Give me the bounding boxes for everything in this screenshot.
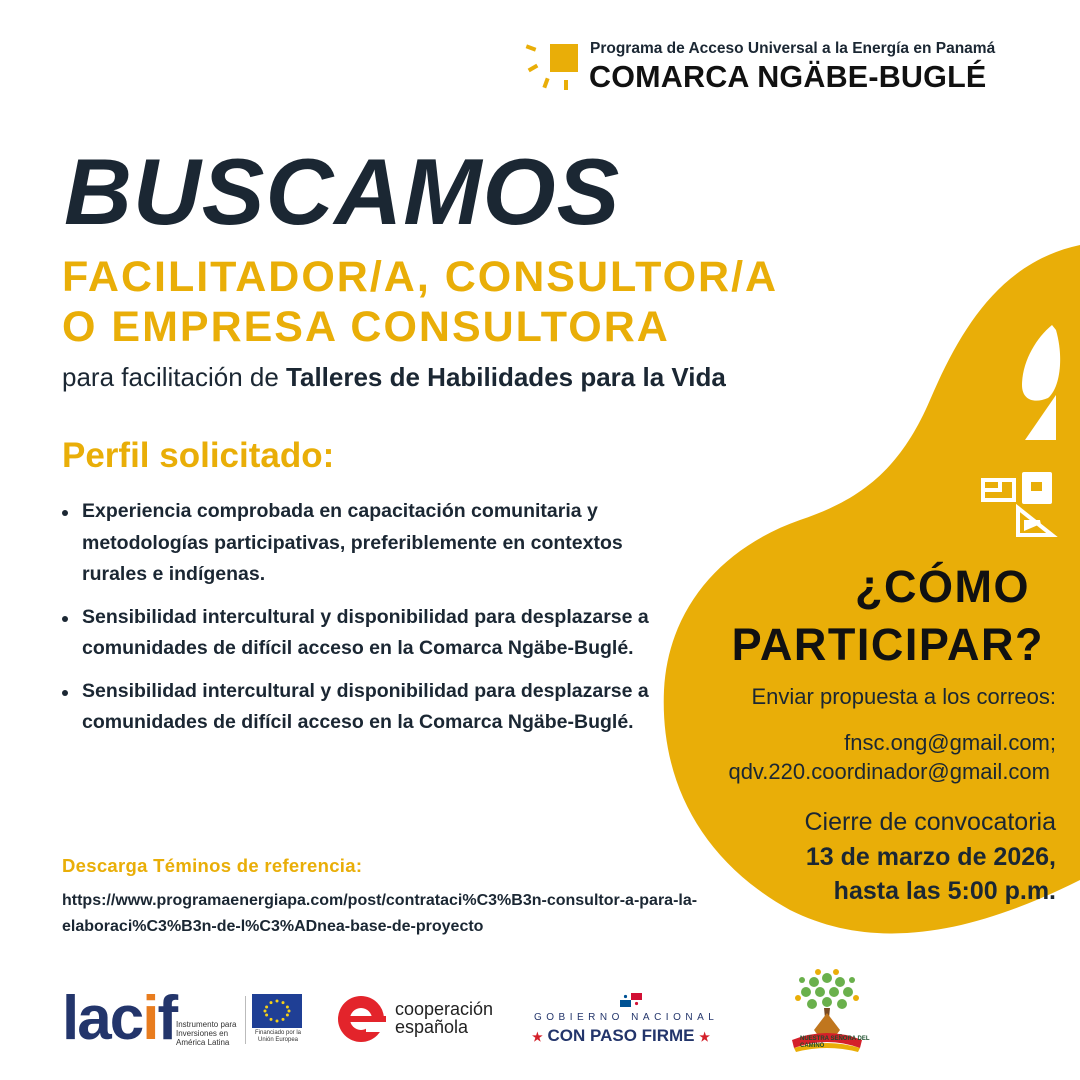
headline: BUSCAMOS <box>64 139 621 244</box>
requirement-text: Experiencia comprobada en capacitación comunitaria y metodologías participativas, preferiblemente en contextos rurales e indígenas. <box>82 500 623 585</box>
gobierno-nacional-text: GOBIERNO NACIONAL <box>534 1012 719 1023</box>
how-title-line-1: ¿CÓMO <box>855 561 1030 612</box>
star-icon: ★ <box>532 1030 543 1044</box>
bullet-icon <box>62 510 68 516</box>
lacif-subtitle: Instrumento para Inversiones en América Latina <box>176 1020 237 1047</box>
how-title-line-2: PARTICIPAR? <box>731 619 1044 670</box>
perfil-title: Perfil solicitado: <box>62 436 335 475</box>
list-item <box>62 496 662 591</box>
purpose-line <box>62 362 726 393</box>
eu-flag-icon <box>252 994 302 1028</box>
lacif-logo-prefix: lac <box>62 984 143 1053</box>
requirement-text: Sensibilidad intercultural y disponibilidad para desplazarse a comunidades de difícil acceso en la Comarca Ngäbe-Buglé. <box>82 605 649 659</box>
coop-line-2: española <box>395 1017 469 1037</box>
deadline-hour: hasta las 5:00 p.m. <box>833 877 1056 905</box>
lacif-logo <box>62 984 177 1053</box>
lacif-logo-i: i <box>142 984 158 1053</box>
panama-flag-icon <box>620 993 642 1007</box>
list-item <box>62 676 662 739</box>
deadline-date <box>806 840 1056 908</box>
email-link-2[interactable]: qdv.220.coordinador@gmail.com <box>728 759 1050 784</box>
deadline-day: 13 de marzo de 2026, <box>805 843 1056 871</box>
role-title <box>62 252 778 352</box>
eu-caption: Financiado por la Unión Europea <box>254 1030 302 1043</box>
purpose-workshop: Talleres de Habilidades para la Vida <box>286 362 726 392</box>
purpose-prefix: para facilitación de <box>62 362 287 392</box>
cooperacion-espanola-text <box>395 1000 493 1036</box>
lacif-logo-suffix: f <box>157 984 177 1053</box>
con-paso-firme-text <box>532 1026 710 1046</box>
requirement-text: Sensibilidad intercultural y disponibilidad para desplazarse a comunidades de difícil acceso en la Comarca Ngäbe-Buglé. <box>82 679 649 733</box>
terms-url-link[interactable]: https://www.programaenergiapa.com/post/contrataci%C3%B3n-consultor-a-para-la-elaboraci%C3%B3n-de-l%C3%ADnea-base-de-proyecto <box>62 892 698 935</box>
star-icon: ★ <box>699 1030 711 1044</box>
how-to-participate-title <box>732 558 1044 674</box>
bullet-icon <box>62 690 68 696</box>
program-title: COMARCA NGÄBE-BUGLÉ <box>589 60 987 94</box>
cooperacion-espanola-logo-icon <box>336 994 386 1044</box>
requirements-list <box>62 496 662 750</box>
role-line-1: FACILITADOR/A, CONSULTOR/A <box>62 253 779 301</box>
bullet-icon <box>62 616 68 622</box>
parish-name: NUESTRA SEÑORA DEL CAMINO <box>800 1036 870 1049</box>
deadline-label: Cierre de convocatoria <box>804 808 1056 836</box>
program-subtitle: Programa de Acceso Universal a la Energía en Panamá <box>590 40 996 57</box>
list-item <box>62 602 662 665</box>
logo-divider <box>245 996 246 1044</box>
send-proposal-text: Enviar propuesta a los correos: <box>751 684 1056 709</box>
sun-icon <box>524 42 580 94</box>
email-link-1[interactable]: fnsc.ong@gmail.com; <box>844 730 1056 755</box>
con-paso-firme-label: CON PASO FIRME <box>547 1026 695 1045</box>
download-title: Descarga Téminos de referencia: <box>62 855 363 876</box>
role-line-2: O EMPRESA CONSULTORA <box>62 303 670 351</box>
coop-line-1: cooperación <box>395 999 494 1019</box>
